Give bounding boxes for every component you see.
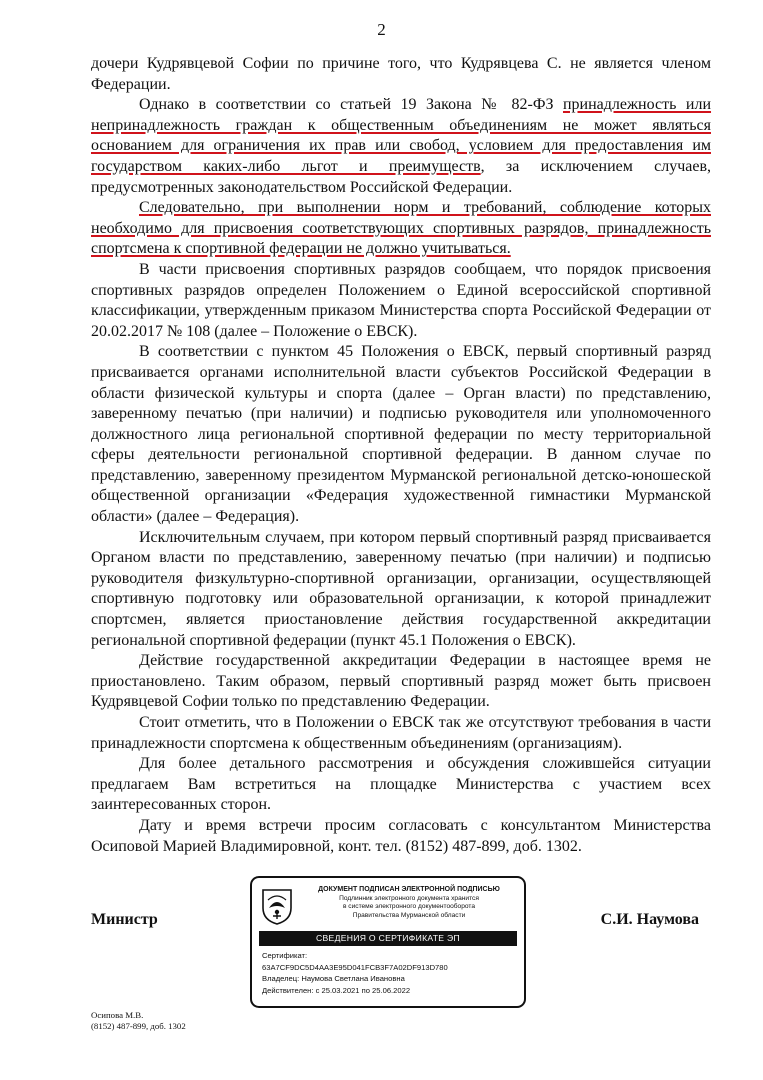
certificate-details (262, 950, 448, 996)
text-segment: Действие государственной аккредитации Федерации в настоящее время не приостановлено. Таким образом, первый спортивный разряд может быть присвоен Кудрявцевой Софии только по представлению Федерации. (91, 652, 711, 711)
underlined-text: принадлежность или непринадлежность граждан к общественным объединениям не может являться основанием для ограничения их прав или свобод, условием для предоставления им государством каких-либо льгот и преимуществ (91, 96, 712, 175)
certificate-label: Сертификат: (262, 951, 308, 960)
text-segment: Однако в соответствии со статьей 19 Закона № 82-ФЗ (139, 96, 563, 114)
text-segment: Исключительным случаем, при котором первый спортивный разряд присваивается Органом власти по представлению, заверенному печатью (при наличии) и подписью руководителя физкультурно-спортивной организации, организации, осуществляющей спортивную подготовку или образовательной организации, к которой принадлежит спортсмен, является приостановление действия государственной аккредитации региональной спортивной федерации (пункт 45.1 Положения о ЕВСК). (91, 528, 711, 649)
certificate-owner: Владелец: Наумова Светлана Ивановна (262, 974, 405, 984)
paragraph (91, 342, 711, 527)
paragraph (91, 198, 711, 260)
stamp-title: ДОКУМЕНТ ПОДПИСАН ЭЛЕКТРОННОЙ ПОДПИСЬЮ (318, 886, 500, 893)
paragraph (91, 816, 711, 857)
paragraph (91, 528, 711, 652)
paragraph (91, 260, 711, 342)
paragraph (91, 54, 711, 95)
certificate-id: 63A7CF9DC5D4AA3E95D041FCB3F7A02DF913D780 (262, 962, 448, 972)
signer-name: С.И. Наумова (600, 911, 699, 928)
certificate-info-bar: СВЕДЕНИЯ О СЕРТИФИКАТЕ ЭП (259, 931, 517, 946)
stamp-heading (298, 886, 520, 920)
text-segment: Для более детального рассмотрения и обсуждения сложившейся ситуации предлагаем Вам встретиться на площадке Министерства с участием всех заинтересованных сторон. (91, 755, 711, 814)
paragraph (91, 651, 711, 713)
paragraph (91, 95, 711, 198)
electronic-signature-stamp (250, 876, 526, 1008)
underlined-text: Следовательно, при выполнении норм и требований, соблюдение которых необходимо для присвоения соответствующих спортивных разрядов, принадлежность спортсмена к спортивной федерации не должно учитываться. (91, 199, 711, 258)
text-segment: Стоит отметить, что в Положении о ЕВСК так же отсутствуют требования в части принадлежности спортсмена к общественным объединениям (организациям). (91, 714, 711, 752)
text-segment: В части присвоения спортивных разрядов сообщаем, что порядок присвоения спортивных разрядов определен Положением о Единой всероссийской спортивной классификации, утвержденным приказом Министерства спорта Российской Федерации от 20.02.2017 № 108 (далее – Положение о ЕВСК). (91, 260, 711, 340)
text-segment: , за исключением случаев, предусмотренных законодательством Российской Федерации. (91, 157, 712, 196)
stamp-line-2: в системе электронного документооборота (342, 903, 476, 911)
stamp-line-1: Подлинник электронного документа хранится (339, 894, 479, 902)
text-segment: Дату и время встречи просим согласовать с консультантом Министерства Осиповой Марией Владимировной, конт. тел. (8152) 487-899, доб. 1302. (91, 816, 711, 855)
stamp-line-3: Правительства Мурманской области (352, 911, 466, 919)
footer-author: Осипова М.В. (91, 1010, 144, 1020)
coat-of-arms-icon (261, 888, 293, 926)
letter-body (91, 54, 711, 857)
footer-contact (91, 1010, 186, 1032)
paragraph (91, 754, 711, 816)
certificate-validity: Действителен: с 25.03.2021 по 25.06.2022 (262, 985, 411, 995)
page-number: 2 (377, 20, 386, 39)
footer-phone: (8152) 487-899, доб. 1302 (91, 1021, 186, 1031)
text-segment: дочери Кудрявцевой Софии по причине того, что Кудрявцева С. не является членом Федерации. (91, 55, 711, 93)
signer-title: Министр (91, 911, 158, 928)
paragraph (91, 713, 711, 754)
text-segment: В соответствии с пунктом 45 Положения о ЕВСК, первый спортивный разряд присваивается органами исполнительной власти субъектов Российской Федерации в области физической культуры и спорта (далее – Орган власти) по представлению, заверенному печатью (при наличии) и подписью руководителя или уполномоченного должностного лица региональной спортивной федерации по месту территориальной сферы деятельности региональной спортивной федерации. В данном случае по представлению, заверенному президентом Мурманской региональной детско-юношеской общественной организации «Федерация художественной гимнастики Мурманской области» (далее – Федерация). (91, 343, 711, 526)
